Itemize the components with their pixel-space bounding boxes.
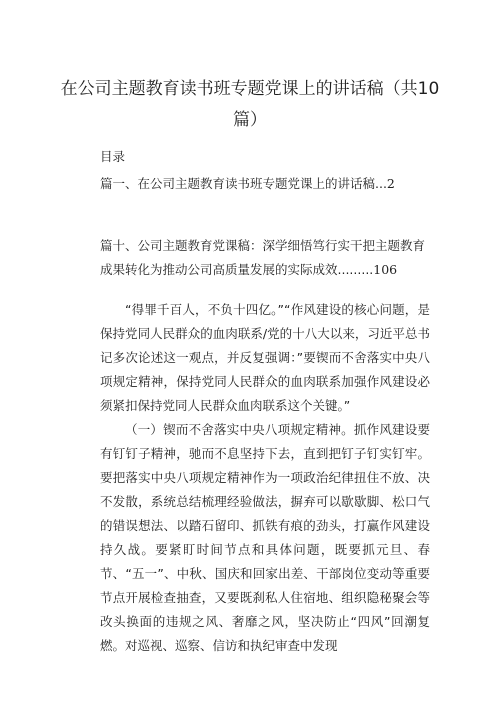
toc-item-10[interactable] xyxy=(100,234,425,282)
document-title: 在公司主题教育读书班专题党课上的讲话稿（共10篇） xyxy=(60,79,440,130)
toc-item-label: 篇一、在公司主题教育读书班专题党课上的讲话稿... xyxy=(100,176,387,191)
toc-item-label: 篇十、公司主题教育党课稿：深学细悟笃行实干把主题教育成果转化为推动公司高质量发展的实际成效......... xyxy=(100,238,426,277)
toc-item-page: 2 xyxy=(386,176,395,191)
body-paragraph-1: “得罪千百人，不负十四亿。”“作风建设的核心问题，是保持党同人民群众的血肉联系/党的十八大以来，习近平总书记多次论述这一观点，并反复强调：”要锲而不舍落实中央八项规定精神，保持党同人民群众的血肉联系加强作风建设必须紧扣保持党同人民群众血肉联系这个关键。” xyxy=(100,302,430,413)
toc-item-1[interactable] xyxy=(100,172,425,196)
toc-heading: 目录 xyxy=(100,149,126,164)
body-paragraph-2: （一）锲而不舍落实中央八项规定精神。抓作风建设要有钉钉子精神，驰而不息坚持下去，直到把钉子钉实钉牢。要把落实中央八项规定精神作为一项政治纪律扭住不放、决不发散，系统总结梳理经验做法，摒弃可以歇歇脚、松口气的错误想法、以踏石留印、抓铁有痕的劲头，打赢作风建设持久战。要紧盯时间节点和具体问题，既要抓元旦、春节、“五一”、中秋、国庆和回家出差、干部岗位变动等重要节点开展检查抽查，又要既刹私人住宿地、组织隐秘聚会等改头换面的违规之风、奢靡之风，坚决防止“四风”回潮复燃。对巡视、巡察、信访和执纪审查中发现 xyxy=(100,422,430,653)
toc-item-page: 106 xyxy=(373,262,398,277)
